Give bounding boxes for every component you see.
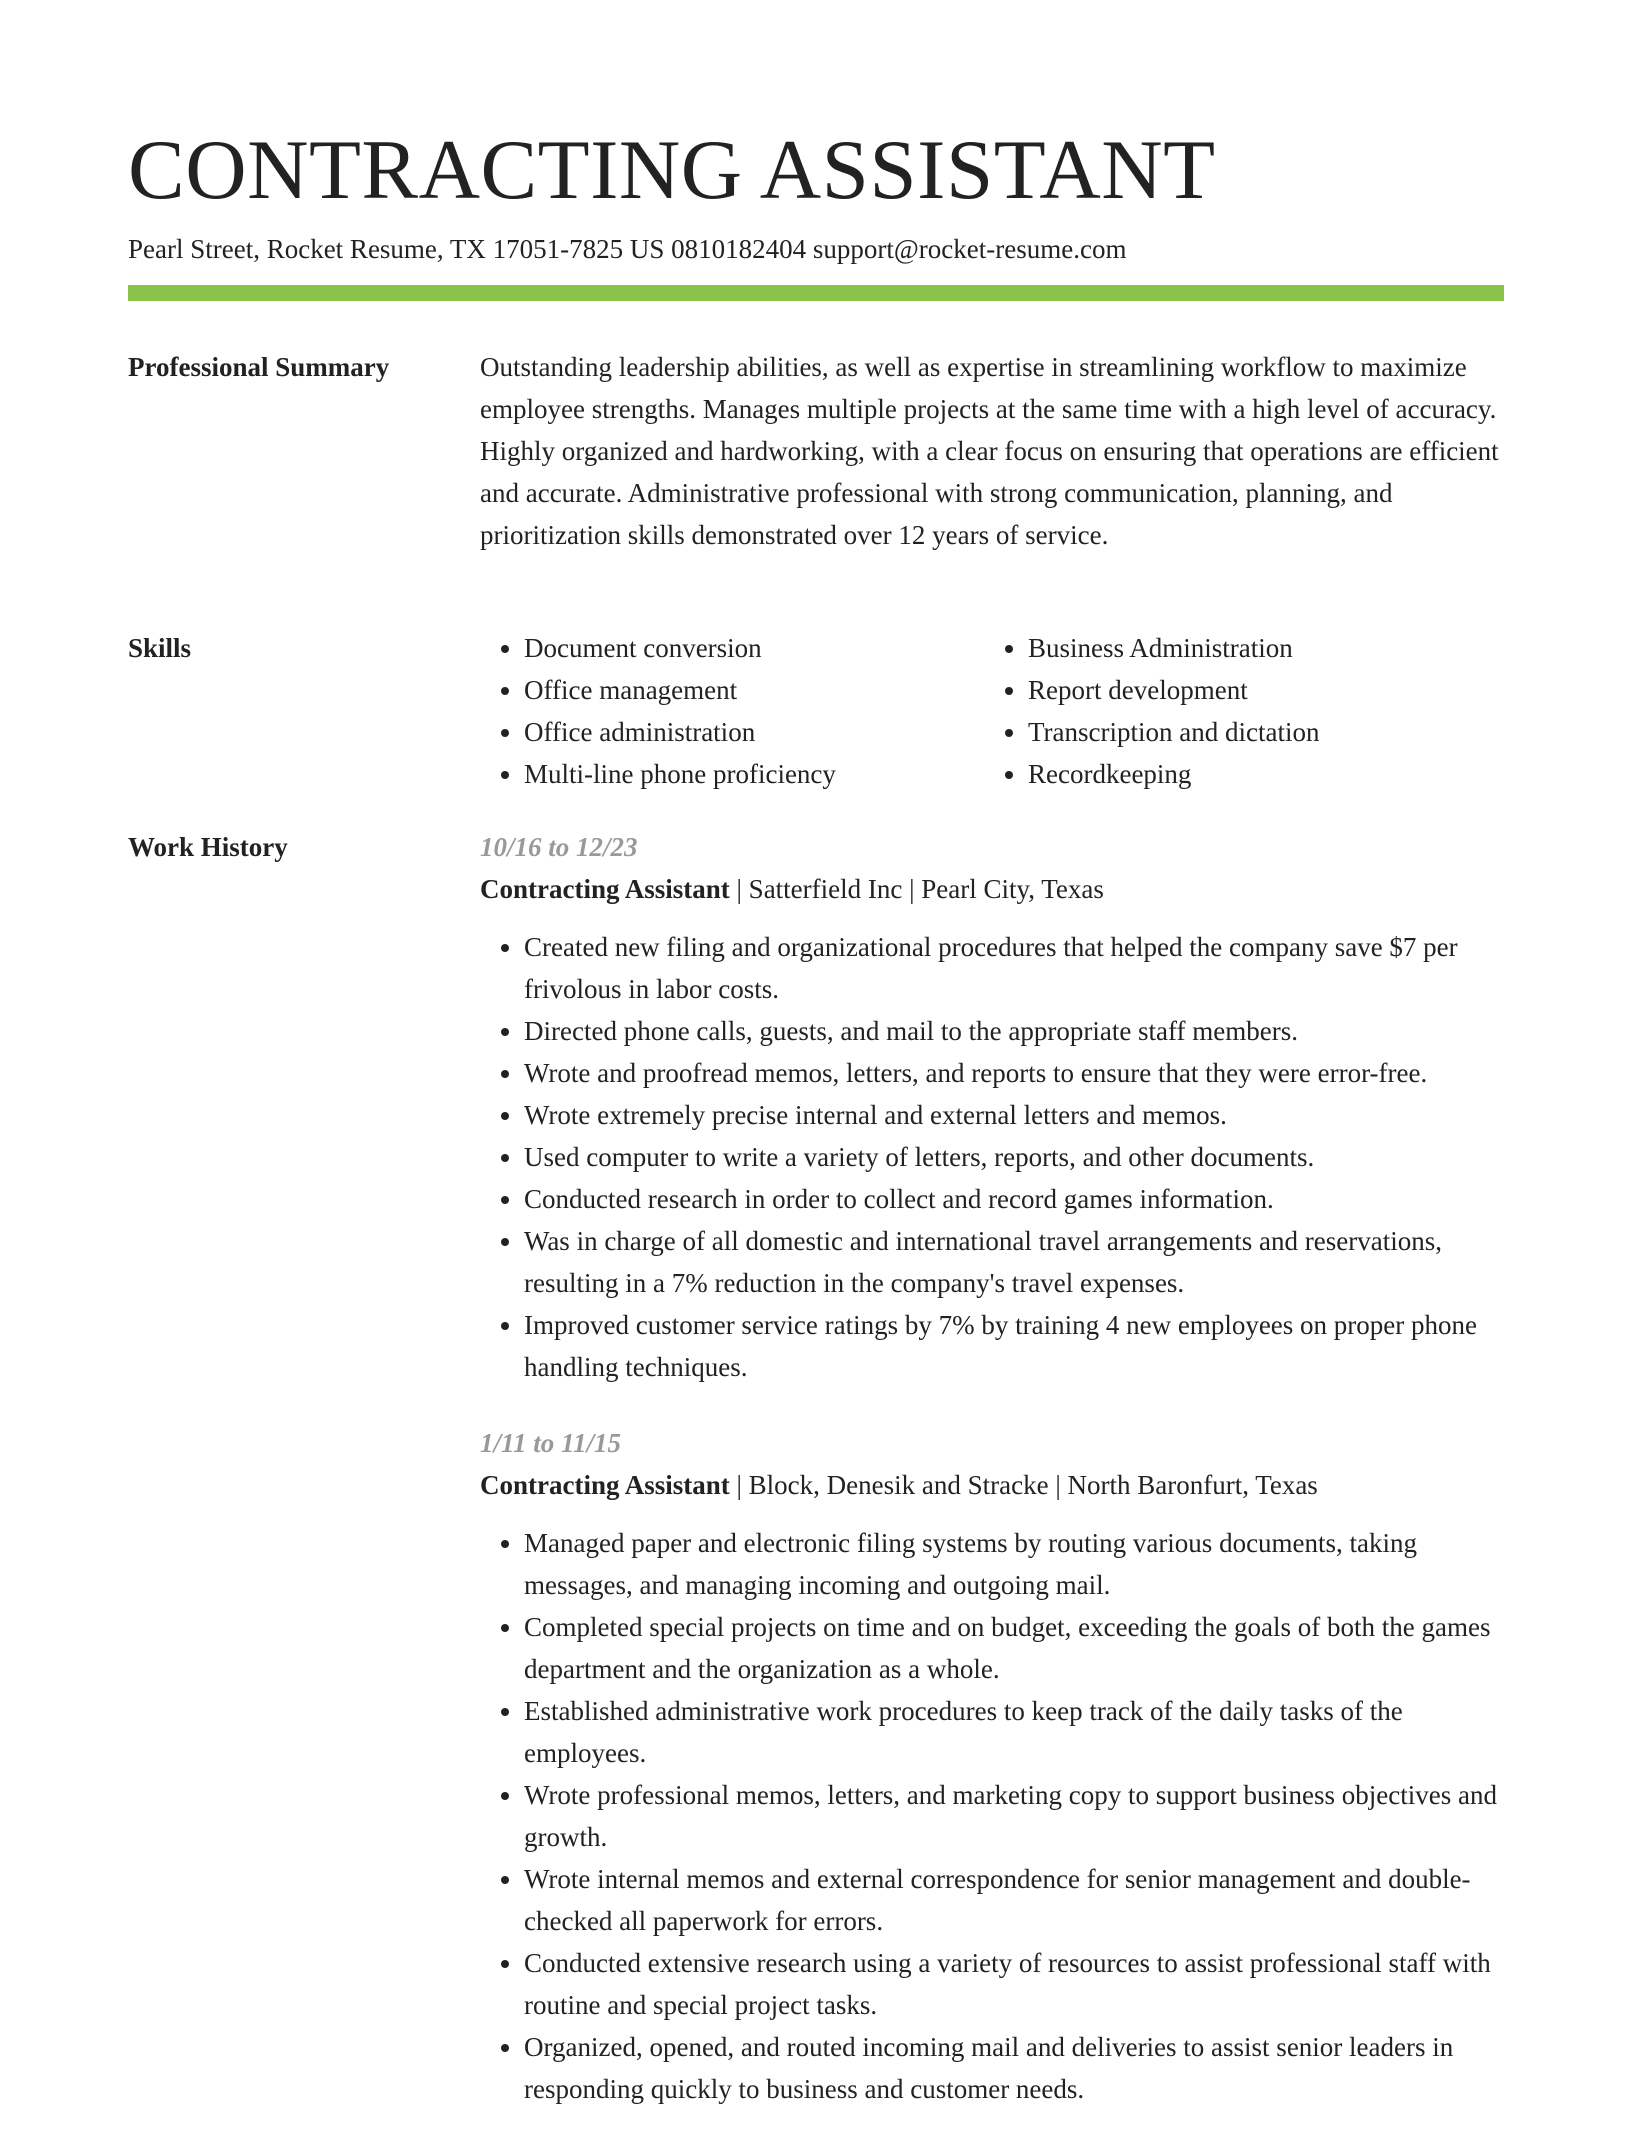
job-company: Satterfield Inc	[748, 874, 903, 904]
job-bullet: • Directed phone calls, guests, and mail to the appropriate staff members.	[524, 1010, 1504, 1052]
job-bullet: • Wrote internal memos and external correspondence for senior management and double-checked all paperwork for errors.	[524, 1858, 1504, 1942]
job-dates: 10/16 to 12/23	[480, 832, 638, 862]
job-location: North Baronfurt, Texas	[1067, 1470, 1318, 1500]
job-bullets	[480, 1522, 1504, 2110]
job-bullet: • Improved customer service ratings by 7% by training 4 new employees on proper phone handling techniques.	[524, 1304, 1504, 1388]
skills-list-right	[984, 627, 1488, 795]
job-bullet: • Created new filing and organizational procedures that helped the company save $7 per frivolous in labor costs.	[524, 926, 1504, 1010]
job-separator: |	[729, 1470, 749, 1500]
job-header	[480, 868, 1504, 910]
job-bullets	[480, 926, 1504, 1388]
job-bullet: • Completed special projects on time and on budget, exceeding the goals of both the games department and the organization as a whole.	[524, 1606, 1504, 1690]
contact-info: Pearl Street, Rocket Resume, TX 17051-7825 US 0810182404 support@rocket-resume.com	[128, 234, 1127, 264]
skill-item: • Recordkeeping	[1028, 753, 1488, 795]
job-title: Contracting Assistant	[480, 1470, 730, 1500]
job-bullet: • Established administrative work procedures to keep track of the daily tasks of the employees.	[524, 1690, 1504, 1774]
summary-heading: Professional Summary	[128, 352, 390, 382]
skills-heading: Skills	[128, 633, 192, 663]
job-entry	[480, 1422, 1504, 2110]
skills-list-left	[480, 627, 984, 795]
job-separator: |	[1048, 1470, 1068, 1500]
job-dates: 1/11 to 11/15	[480, 1428, 622, 1458]
skill-item: • Office administration	[524, 711, 984, 753]
job-bullet: • Wrote extremely precise internal and external letters and memos.	[524, 1094, 1504, 1136]
work-history-body	[480, 826, 1504, 2144]
job-bullet: • Organized, opened, and routed incoming mail and deliveries to assist senior leaders in responding quickly to business and customer needs.	[524, 2026, 1504, 2110]
job-bullet: • Wrote and proofread memos, letters, and reports to ensure that they were error-free.	[524, 1052, 1504, 1094]
job-bullet: • Was in charge of all domestic and international travel arrangements and reservations, resulting in a 7% reduction in the company's travel expenses.	[524, 1220, 1504, 1304]
job-entry	[480, 826, 1504, 1388]
skill-item: • Transcription and dictation	[1028, 711, 1488, 753]
skill-item: • Multi-line phone proficiency	[524, 753, 984, 795]
skill-item: • Office management	[524, 669, 984, 711]
job-header	[480, 1464, 1504, 1506]
job-bullet: • Managed paper and electronic filing systems by routing various documents, taking messages, and managing incoming and outgoing mail.	[524, 1522, 1504, 1606]
job-company: Block, Denesik and Stracke	[748, 1470, 1049, 1500]
job-bullet: • Conducted extensive research using a variety of resources to assist professional staff with routine and special project tasks.	[524, 1942, 1504, 2026]
job-separator: |	[902, 874, 922, 904]
skill-item: • Document conversion	[524, 627, 984, 669]
summary-body	[480, 346, 1504, 556]
summary-text: Outstanding leadership abilities, as well as expertise in streamlining workflow to maximize employee strengths. Manages multiple projects at the same time with a high level of accuracy. Highly organized and hardworking, with a clear focus on ensuring that operations are efficient and accurate. Administrative professional with strong communication, planning, and prioritization skills demonstrated over 12 years of service.	[480, 352, 1499, 550]
job-bullet: • Wrote professional memos, letters, and marketing copy to support business objectives and growth.	[524, 1774, 1504, 1858]
work-history-heading: Work History	[128, 832, 288, 862]
job-location: Pearl City, Texas	[921, 874, 1104, 904]
skill-item: • Business Administration	[1028, 627, 1488, 669]
job-bullet: • Used computer to write a variety of letters, reports, and other documents.	[524, 1136, 1504, 1178]
skill-item: • Report development	[1028, 669, 1488, 711]
skills-body	[480, 627, 1504, 795]
job-separator: |	[729, 874, 749, 904]
job-bullet: • Conducted research in order to collect and record games information.	[524, 1178, 1504, 1220]
header-divider	[128, 285, 1504, 301]
job-title: Contracting Assistant	[480, 874, 730, 904]
resume-name: CONTRACTING ASSISTANT	[128, 123, 1216, 217]
